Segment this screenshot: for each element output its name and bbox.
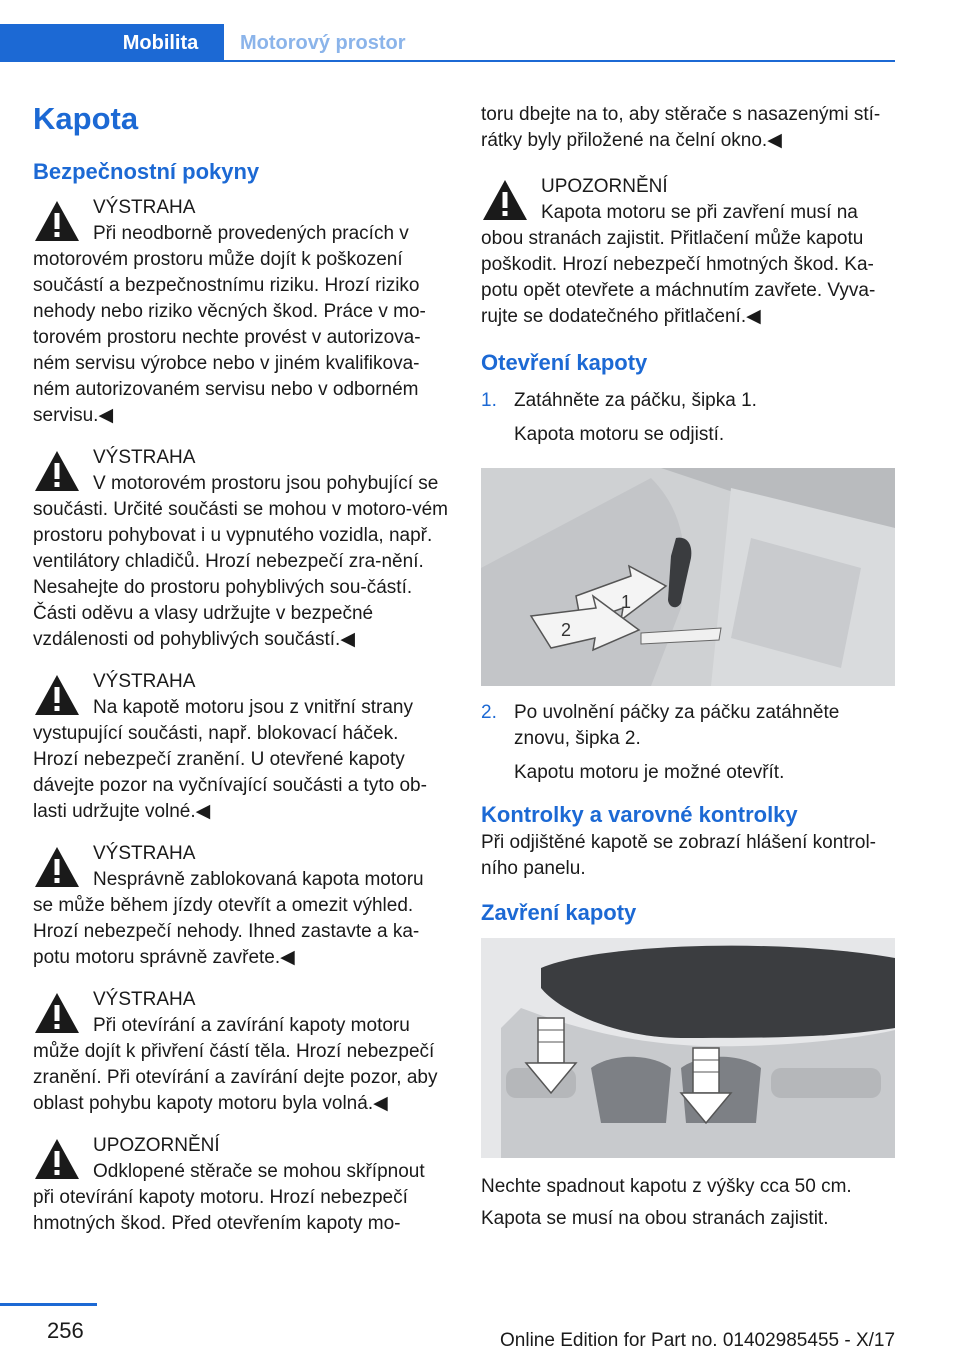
close-text-2: Kapota se musí na obou stranách zajistit. [481,1208,829,1229]
warning-first-line: Při otevírání a zavírání kapoty motoru [93,1015,410,1036]
warning-block [33,195,449,429]
section-heading-indicators: Kontrolky a varovné kontrolky [481,802,798,827]
warning-triangle-icon [481,178,529,222]
header-divider [0,60,895,62]
car-hood-illustration [481,938,895,1158]
notice-label: UPOZORNĚNÍ [541,176,668,197]
figure-hood-lever [481,468,895,686]
warning-first-line: Odklopené stěrače se mohou skřípnout [93,1161,425,1182]
arrow-label-1: 1 [621,592,632,612]
step-text: Zatáhněte za páčku, šipka 1. [514,390,757,411]
warning-triangle-icon [33,991,81,1035]
step-subtext: Kapotu motoru je možné otevřít. [514,762,785,783]
section-heading-close: Zavření kapoty [481,900,637,925]
warning-label: VÝSTRAHA [93,989,196,1010]
right-column [481,102,897,1232]
warning-block [33,445,449,653]
section-heading-open: Otevření kapoty [481,350,648,375]
continuation-text: toru dbejte na to, aby stěrače s nasazenými stí-rátky byly přiložené na čelní okno.◀ [481,104,881,151]
step-subtext: Kapota motoru se odjistí. [514,424,725,445]
warning-block [33,987,449,1117]
warning-block [33,1133,449,1237]
warning-label: VÝSTRAHA [93,843,196,864]
warning-triangle-icon [33,845,81,889]
step-number: 2. [481,702,497,723]
hood-lever-illustration [481,468,895,686]
tab-motorovy-prostor[interactable]: Motorový prostor [240,32,406,54]
notice-block [481,174,897,330]
footer-divider [0,1303,97,1306]
warnings-list [33,195,449,1237]
close-text-1: Nechte spadnout kapotu z výšky cca 50 cm. [481,1176,852,1197]
warning-first-line: V motorovém prostoru jsou pohybující se [93,473,439,494]
arrow-label-2: 2 [561,620,572,640]
notice-first-line: Kapota motoru se při zavření musí na [541,202,858,223]
warning-block [33,841,449,971]
warning-text: může dojít k přivření částí těla. Hrozí nebezpečí zranění. Při otevírání a zavírání dejte pozor, aby oblast pohybu kapoty motoru byla volná.◀ [33,1041,438,1114]
warning-label: VÝSTRAHA [93,447,196,468]
page-header [0,0,960,62]
warning-first-line: Na kapotě motoru jsou z vnitřní strany [93,697,413,718]
warning-first-line: Při neodborně provedených pracích v [93,223,409,244]
warning-triangle-icon [33,673,81,717]
warning-first-line: Nesprávně zablokovaná kapota motoru [93,869,424,890]
page-title: Kapota [33,101,139,136]
step-1 [481,388,897,448]
step-text: Po uvolnění páčky za páčku zatáhněte znovu, šipka 2. [514,702,840,749]
step-2 [481,700,897,786]
edition-footer: Online Edition for Part no. 01402985455 - X/17 [500,1330,896,1351]
warning-label: UPOZORNĚNÍ [93,1135,220,1156]
indicators-text: Při odjištěné kapotě se zobrazí hlášení kontrol-ního panelu. [481,832,876,879]
warning-triangle-icon [33,1137,81,1181]
tab-mobilita[interactable]: Mobilita [122,32,199,54]
warning-text: se může během jízdy otevřít a omezit výhled. Hrozí nebezpečí nehody. Ihned zastavte a ka-potu motoru správně zavřete.◀ [33,895,420,968]
warning-text: vystupující součásti, např. blokovací háček. Hrozí nebezpečí zranění. U otevřené kapoty dávejte pozor na vyčnívající součásti a tyto ob-lasti udržujte volné.◀ [33,723,427,822]
left-column [33,95,449,1237]
warning-text: součásti. Určité součásti se mohou v motoro-vém prostoru pohybovat i u vypnutého vozidla, např. ventilátory chladičů. Hrozí nebezpečí zra-nění. Nesahejte do prostoru pohyblivých sou-částí. Části oděvu a vlasy udržujte v bezpečné vzdálenosti od pohyblivých součástí.◀ [33,499,448,650]
warning-label: VÝSTRAHA [93,197,196,218]
page-number: 256 [47,1318,84,1343]
figure-hood-closing [481,938,895,1158]
step-number: 1. [481,390,497,411]
warning-text: při otevírání kapoty motoru. Hrozí nebezpečí hmotných škod. Před otevřením kapoty mo- [33,1187,408,1234]
warning-text: motorovém prostoru může dojít k poškození součástí a bezpečnostnímu riziku. Hrozí riziko nehody nebo riziko věcných škod. Práce v mo-torovém prostoru nechte provést v autorizova-ném servisu výrobce nebo v jiném kvalifikova-ném autorizovaném servisu nebo v odborném servisu.◀ [33,249,426,426]
notice-text: obou stranách zajistit. Přitlačení může kapotu poškodit. Hrozí nebezpečí hmotných škod. Ka-potu opět otevřete a máchnutím zavřete. Vyva-rujte se dodatečného přitlačení.◀ [481,228,876,327]
warning-triangle-icon [33,199,81,243]
warning-label: VÝSTRAHA [93,671,196,692]
section-heading-safety: Bezpečnostní pokyny [33,159,260,184]
warning-triangle-icon [33,449,81,493]
warning-block [33,669,449,825]
